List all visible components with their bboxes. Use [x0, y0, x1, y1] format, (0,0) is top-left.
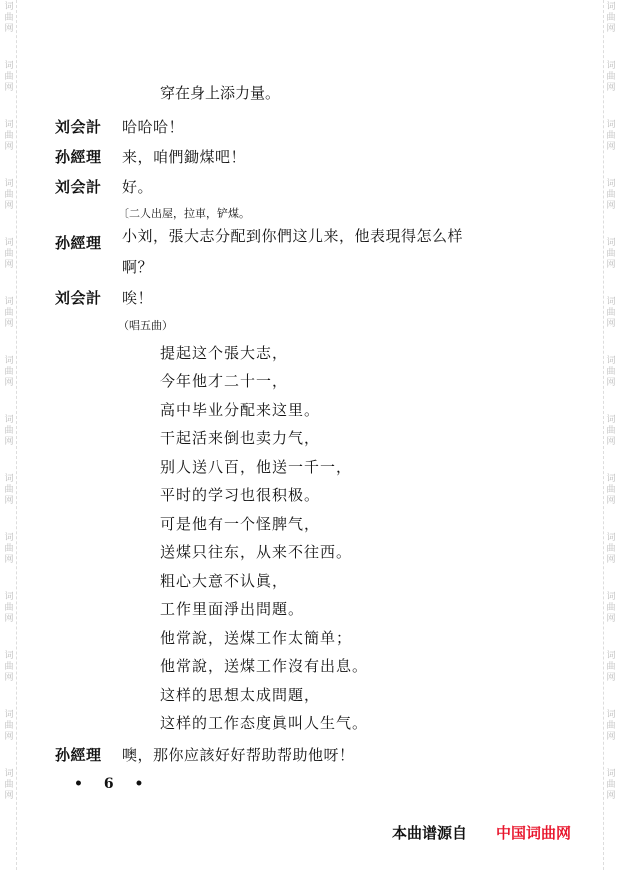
watermark-group [4, 179, 13, 212]
watermark-group [606, 415, 615, 448]
speech-text: 来，咱們鋤煤吧！ [122, 148, 247, 166]
site-name-link[interactable]: 中国词曲网 [496, 824, 572, 842]
watermark-char: 曲 [4, 780, 14, 790]
watermark-char: 词 [4, 297, 14, 307]
watermark-char: 词 [4, 474, 14, 484]
speaker-name: 刘会計 [55, 289, 102, 307]
watermark-group [606, 533, 615, 566]
watermark-group [606, 769, 615, 802]
verse-line: 他常說，送煤工作沒有出息。 [160, 657, 369, 675]
watermark-char: 网 [4, 260, 14, 270]
watermark-char: 网 [4, 83, 14, 93]
watermark-char: 曲 [4, 485, 14, 495]
title-line: 穿在身上添力量。 [160, 84, 281, 102]
watermark-char: 网 [4, 24, 14, 34]
watermark-char: 词 [606, 592, 616, 602]
watermark-char: 曲 [606, 544, 616, 554]
watermark-group [4, 415, 13, 448]
watermark-group [4, 533, 13, 566]
watermark-char: 网 [4, 791, 14, 801]
watermark-char: 网 [606, 24, 616, 34]
watermark-char: 曲 [4, 190, 14, 200]
watermark-char: 词 [606, 651, 616, 661]
watermark-char: 曲 [606, 426, 616, 436]
watermark-char: 词 [606, 2, 616, 12]
watermark-char: 曲 [4, 721, 14, 731]
watermark-char: 曲 [4, 662, 14, 672]
verse-line: 平时的学习也很积极。 [160, 486, 321, 504]
watermark-char: 网 [4, 732, 14, 742]
watermark-char: 网 [4, 319, 14, 329]
speech-text: 噢，那你应該好好帮助帮助他呀！ [122, 746, 355, 764]
verse-line: 可是他有一个怪脾气， [160, 515, 321, 533]
watermark-char: 网 [4, 496, 14, 506]
watermark-char: 曲 [606, 190, 616, 200]
speaker-name: 孙經理 [55, 746, 102, 764]
watermark-char: 曲 [4, 367, 14, 377]
watermark-char: 曲 [606, 72, 616, 82]
watermark-char: 网 [606, 437, 616, 447]
watermark-group [4, 61, 13, 94]
watermark-char: 词 [606, 238, 616, 248]
watermark-group [606, 61, 615, 94]
watermark-group [4, 769, 13, 802]
watermark-char: 曲 [4, 72, 14, 82]
watermark-char: 曲 [606, 721, 616, 731]
watermark-char: 词 [606, 61, 616, 71]
watermark-char: 网 [4, 201, 14, 211]
watermark-group [606, 710, 615, 743]
watermark-char: 曲 [606, 308, 616, 318]
verse-line: 干起活来倒也卖力气， [160, 429, 321, 447]
watermark-char: 词 [4, 533, 14, 543]
watermark-char: 词 [4, 120, 14, 130]
speech-text: 好。 [122, 178, 154, 196]
watermark-char: 网 [606, 614, 616, 624]
watermark-char: 网 [4, 614, 14, 624]
watermark-char: 词 [606, 710, 616, 720]
watermark-group [606, 238, 615, 271]
speaker-name: 刘会計 [55, 178, 102, 196]
speech-continuation: 啊？ [122, 258, 154, 276]
watermark-char: 网 [606, 732, 616, 742]
watermark-char: 词 [606, 533, 616, 543]
watermark-char: 词 [606, 179, 616, 189]
speech-text: 唉！ [122, 289, 154, 307]
watermark-char: 曲 [606, 249, 616, 259]
watermark-char: 曲 [4, 426, 14, 436]
watermark-char: 网 [606, 83, 616, 93]
watermark-char: 曲 [606, 485, 616, 495]
watermark-char: 词 [4, 769, 14, 779]
watermark-char: 曲 [4, 603, 14, 613]
watermark-char: 网 [606, 673, 616, 683]
watermark-group [606, 120, 615, 153]
watermark-char: 词 [4, 61, 14, 71]
stage-direction: 〔二人出屋，拉車，铲煤。 [118, 207, 250, 220]
verse-line: 提起这个張大志， [160, 344, 289, 362]
watermark-char: 词 [4, 415, 14, 425]
page-number: • 6 • [74, 776, 152, 792]
watermark-group [4, 651, 13, 684]
watermark-char: 曲 [606, 13, 616, 23]
watermark-char: 词 [606, 297, 616, 307]
watermark-char: 词 [4, 179, 14, 189]
verse-line: 今年他才二十一， [160, 372, 289, 390]
watermark-group [4, 238, 13, 271]
watermark-group [606, 297, 615, 330]
watermark-char: 曲 [4, 308, 14, 318]
watermark-char: 网 [4, 142, 14, 152]
watermark-group [4, 356, 13, 389]
watermark-char: 曲 [606, 367, 616, 377]
watermark-char: 网 [606, 142, 616, 152]
watermark-group [4, 2, 13, 35]
watermark-group [606, 356, 615, 389]
verse-line: 这样的工作态度眞叫人生气。 [160, 714, 369, 732]
watermark-char: 网 [606, 555, 616, 565]
speaker-name: 孙經理 [55, 148, 102, 166]
source-label: 本曲谱源自 [392, 824, 468, 842]
verse-line: 粗心大意不认眞， [160, 572, 289, 590]
stage-direction: （唱五曲） [118, 319, 173, 332]
watermark-char: 网 [4, 378, 14, 388]
watermark-char: 网 [606, 791, 616, 801]
watermark-char: 网 [606, 496, 616, 506]
verse-line: 工作里面淨出問題。 [160, 600, 305, 618]
verse-line: 他常說，送煤工作太簡单； [160, 629, 353, 647]
verse-line: 高中毕业分配来这里。 [160, 401, 321, 419]
watermark-group [4, 592, 13, 625]
watermark-group [606, 474, 615, 507]
watermark-char: 曲 [606, 603, 616, 613]
watermark-char: 词 [606, 356, 616, 366]
watermark-group [4, 474, 13, 507]
watermark-char: 词 [4, 710, 14, 720]
speaker-name: 刘会計 [55, 118, 102, 136]
watermark-char: 词 [606, 415, 616, 425]
verse-line: 送煤只往东，从来不往西。 [160, 543, 353, 561]
watermark-char: 词 [606, 769, 616, 779]
watermark-char: 网 [606, 260, 616, 270]
watermark-char: 词 [606, 120, 616, 130]
watermark-group [606, 592, 615, 625]
watermark-char: 词 [4, 2, 14, 12]
watermark-char: 词 [4, 356, 14, 366]
watermark-char: 曲 [4, 249, 14, 259]
left-watermark-strip [2, 0, 17, 870]
watermark-char: 曲 [606, 780, 616, 790]
watermark-char: 词 [4, 651, 14, 661]
watermark-group [4, 710, 13, 743]
speaker-name: 孙經理 [55, 234, 102, 252]
watermark-char: 词 [606, 474, 616, 484]
watermark-char: 曲 [606, 131, 616, 141]
speech-text: 哈哈哈！ [122, 118, 185, 136]
watermark-char: 网 [4, 555, 14, 565]
watermark-group [606, 651, 615, 684]
speech-text: 小刘，張大志分配到你們这儿来，他表現得怎么样 [122, 227, 464, 245]
watermark-char: 曲 [606, 662, 616, 672]
watermark-char: 网 [4, 673, 14, 683]
watermark-char: 网 [606, 201, 616, 211]
watermark-char: 网 [606, 319, 616, 329]
watermark-group [606, 2, 615, 35]
watermark-char: 网 [4, 437, 14, 447]
right-watermark-strip [603, 0, 618, 870]
watermark-char: 词 [4, 592, 14, 602]
verse-line: 这样的思想太成問題， [160, 686, 321, 704]
watermark-group [4, 120, 13, 153]
watermark-char: 词 [4, 238, 14, 248]
watermark-char: 曲 [4, 131, 14, 141]
watermark-char: 曲 [4, 13, 14, 23]
verse-line: 别人送八百，他送一千一， [160, 458, 353, 476]
watermark-group [4, 297, 13, 330]
watermark-group [606, 179, 615, 212]
watermark-char: 网 [606, 378, 616, 388]
watermark-char: 曲 [4, 544, 14, 554]
